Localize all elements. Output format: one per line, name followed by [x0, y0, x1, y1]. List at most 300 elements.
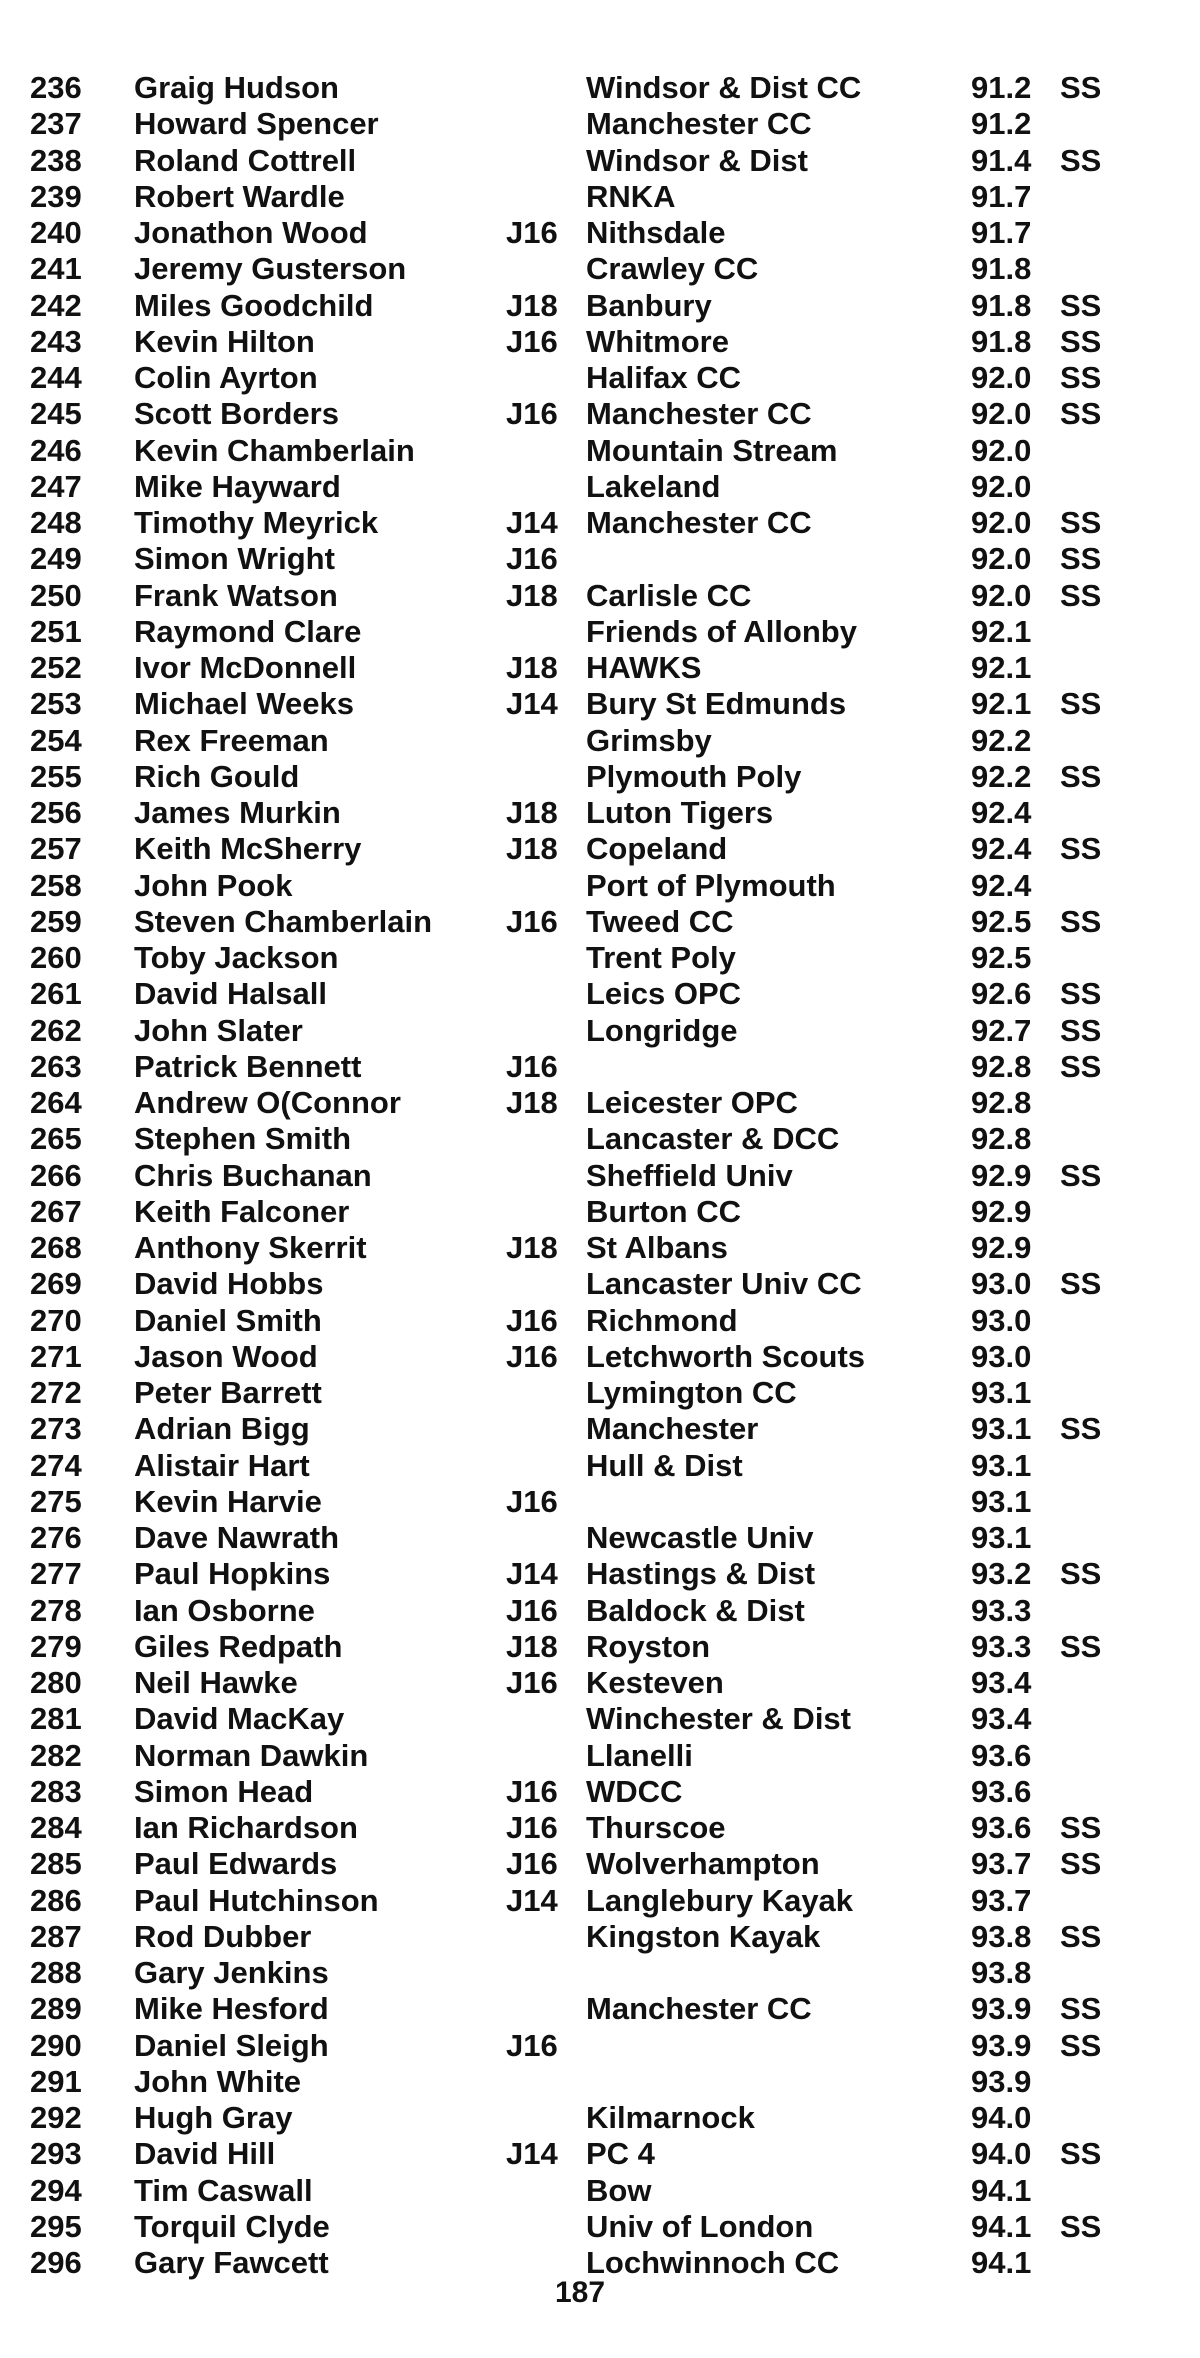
result-time: 92.0 — [971, 505, 1032, 540]
ss-marker: SS — [1060, 323, 1102, 359]
result-time: 94.1 — [971, 2245, 1032, 2280]
position-number: 256 — [30, 795, 82, 830]
position-number: 273 — [30, 1411, 82, 1447]
competitor-name: Daniel Sleigh — [134, 2027, 329, 2063]
position-number: 275 — [30, 1483, 82, 1519]
result-time: 92.4 — [971, 867, 1032, 903]
result-time: 92.4 — [971, 795, 1032, 830]
junior-category: J18 — [506, 1230, 558, 1265]
result-row — [0, 1665, 1200, 1701]
junior-category: J18 — [506, 650, 558, 685]
club-name: Lancaster Univ CC — [586, 1266, 862, 1302]
junior-category: J16 — [506, 1773, 558, 1809]
competitor-name: Keith Falconer — [134, 1193, 350, 1229]
result-row — [0, 1593, 1200, 1629]
competitor-name: Roland Cottrell — [134, 142, 357, 178]
position-number: 236 — [30, 70, 82, 105]
result-row — [0, 2100, 1200, 2136]
club-name: St Albans — [586, 1230, 728, 1265]
position-number: 239 — [30, 178, 82, 214]
competitor-name: John Slater — [134, 1012, 303, 1048]
junior-category: J14 — [506, 686, 558, 722]
position-number: 277 — [30, 1556, 82, 1592]
club-name: Friends of Allonby — [586, 613, 857, 649]
junior-category: J18 — [506, 795, 558, 830]
position-number: 294 — [30, 2172, 82, 2208]
competitor-name: Timothy Meyrick — [134, 505, 379, 540]
position-number: 263 — [30, 1048, 82, 1084]
result-row — [0, 614, 1200, 650]
result-row — [0, 578, 1200, 614]
club-name: Wolverhampton — [586, 1846, 820, 1882]
club-name: Leicester OPC — [586, 1085, 798, 1120]
junior-category: J14 — [506, 505, 558, 540]
club-name: Copeland — [586, 831, 728, 867]
position-number: 283 — [30, 1773, 82, 1809]
club-name: Univ of London — [586, 2208, 814, 2244]
competitor-name: Kevin Chamberlain — [134, 432, 415, 468]
club-name: Newcastle Univ — [586, 1520, 814, 1555]
result-row — [0, 940, 1200, 976]
competitor-name: Robert Wardle — [134, 178, 345, 214]
position-number: 285 — [30, 1846, 82, 1882]
result-row — [0, 650, 1200, 686]
junior-category: J16 — [506, 1302, 558, 1338]
result-row — [0, 433, 1200, 469]
position-number: 289 — [30, 1991, 82, 2027]
position-number: 286 — [30, 1882, 82, 1918]
ss-marker: SS — [1060, 758, 1102, 794]
competitor-name: Kevin Hilton — [134, 323, 315, 359]
competitor-name: Miles Goodchild — [134, 287, 374, 323]
result-time: 91.8 — [971, 287, 1032, 323]
result-time: 92.1 — [971, 650, 1032, 685]
ss-marker: SS — [1060, 577, 1102, 613]
result-row — [0, 868, 1200, 904]
result-row — [0, 1846, 1200, 1882]
result-time: 94.0 — [971, 2100, 1032, 2135]
result-time: 94.1 — [971, 2172, 1032, 2208]
result-time: 93.1 — [971, 1375, 1032, 1410]
club-name: Sheffield Univ — [586, 1157, 793, 1193]
result-time: 93.7 — [971, 1882, 1032, 1918]
result-row — [0, 143, 1200, 179]
result-time: 92.8 — [971, 1085, 1032, 1120]
competitor-name: David Hill — [134, 2136, 276, 2172]
position-number: 253 — [30, 686, 82, 722]
position-number: 238 — [30, 142, 82, 178]
position-number: 284 — [30, 1810, 82, 1845]
competitor-name: Rex Freeman — [134, 722, 329, 758]
competitor-name: Alistair Hart — [134, 1447, 310, 1483]
result-row — [0, 1266, 1200, 1302]
position-number: 292 — [30, 2100, 82, 2135]
club-name: Carlisle CC — [586, 577, 752, 613]
competitor-name: Colin Ayrton — [134, 360, 318, 395]
result-time: 92.2 — [971, 758, 1032, 794]
result-time: 93.0 — [971, 1302, 1032, 1338]
club-name: Lochwinnoch CC — [586, 2245, 840, 2280]
result-time: 92.1 — [971, 686, 1032, 722]
position-number: 295 — [30, 2208, 82, 2244]
competitor-name: Norman Dawkin — [134, 1737, 369, 1773]
result-row — [0, 1230, 1200, 1266]
junior-category: J16 — [506, 396, 558, 432]
result-row — [0, 1194, 1200, 1230]
result-row — [0, 469, 1200, 505]
result-row — [0, 1629, 1200, 1665]
ss-marker: SS — [1060, 1918, 1102, 1954]
club-name: Grimsby — [586, 722, 712, 758]
result-time: 93.6 — [971, 1737, 1032, 1773]
result-row — [0, 2173, 1200, 2209]
club-name: PC 4 — [586, 2136, 655, 2172]
club-name: Thurscoe — [586, 1810, 726, 1845]
result-row — [0, 1955, 1200, 1991]
competitor-name: Scott Borders — [134, 396, 339, 432]
junior-category: J18 — [506, 1085, 558, 1120]
club-name: Longridge — [586, 1012, 738, 1048]
competitor-name: Paul Edwards — [134, 1846, 338, 1882]
junior-category: J16 — [506, 1810, 558, 1845]
position-number: 264 — [30, 1085, 82, 1120]
position-number: 280 — [30, 1665, 82, 1700]
junior-category: J16 — [506, 541, 558, 577]
junior-category: J16 — [506, 1483, 558, 1519]
competitor-name: Ian Osborne — [134, 1592, 315, 1628]
competitor-name: Anthony Skerrit — [134, 1230, 367, 1265]
competitor-name: Gary Jenkins — [134, 1955, 329, 1990]
club-name: Richmond — [586, 1302, 738, 1338]
junior-category: J14 — [506, 1882, 558, 1918]
club-name: Hastings & Dist — [586, 1556, 816, 1592]
position-number: 242 — [30, 287, 82, 323]
result-row — [0, 1991, 1200, 2027]
competitor-name: Graig Hudson — [134, 70, 339, 105]
competitor-name: Keith McSherry — [134, 831, 362, 867]
position-number: 244 — [30, 360, 82, 395]
ss-marker: SS — [1060, 831, 1102, 867]
club-name: Lymington CC — [586, 1375, 797, 1410]
result-row — [0, 106, 1200, 142]
competitor-name: Paul Hopkins — [134, 1556, 331, 1592]
result-time: 93.0 — [971, 1266, 1032, 1302]
competitor-name: Simon Wright — [134, 541, 335, 577]
results-list — [0, 70, 1200, 2281]
club-name: Manchester CC — [586, 106, 812, 142]
result-row — [0, 396, 1200, 432]
position-number: 241 — [30, 251, 82, 287]
result-time: 93.1 — [971, 1411, 1032, 1447]
result-row — [0, 831, 1200, 867]
club-name: Trent Poly — [586, 940, 736, 975]
result-time: 92.0 — [971, 360, 1032, 395]
result-row — [0, 505, 1200, 541]
competitor-name: Andrew O(Connor — [134, 1085, 401, 1120]
result-row — [0, 976, 1200, 1012]
junior-category: J16 — [506, 1665, 558, 1700]
club-name: Nithsdale — [586, 215, 726, 250]
result-time: 93.8 — [971, 1918, 1032, 1954]
result-time: 92.7 — [971, 1012, 1032, 1048]
ss-marker: SS — [1060, 903, 1102, 939]
result-time: 93.2 — [971, 1556, 1032, 1592]
ss-marker: SS — [1060, 70, 1102, 105]
competitor-name: Mike Hesford — [134, 1991, 329, 2027]
club-name: Bury St Edmunds — [586, 686, 847, 722]
position-number: 266 — [30, 1157, 82, 1193]
result-row — [0, 251, 1200, 287]
result-row — [0, 541, 1200, 577]
result-time: 92.0 — [971, 541, 1032, 577]
result-row — [0, 1121, 1200, 1157]
result-time: 91.7 — [971, 215, 1032, 250]
club-name: Bow — [586, 2172, 652, 2208]
ss-marker: SS — [1060, 1048, 1102, 1084]
position-number: 291 — [30, 2063, 82, 2099]
result-time: 94.0 — [971, 2136, 1032, 2172]
position-number: 271 — [30, 1338, 82, 1374]
competitor-name: Toby Jackson — [134, 940, 339, 975]
club-name: Port of Plymouth — [586, 867, 836, 903]
competitor-name: Gary Fawcett — [134, 2245, 329, 2280]
position-number: 260 — [30, 940, 82, 975]
result-row — [0, 723, 1200, 759]
competitor-name: Jonathon Wood — [134, 215, 368, 250]
club-name: Mountain Stream — [586, 432, 838, 468]
club-name: Whitmore — [586, 323, 729, 359]
club-name: Manchester CC — [586, 396, 812, 432]
result-row — [0, 1158, 1200, 1194]
result-row — [0, 1810, 1200, 1846]
competitor-name: Stephen Smith — [134, 1121, 352, 1157]
competitor-name: Ivor McDonnell — [134, 650, 357, 685]
position-number: 290 — [30, 2027, 82, 2063]
ss-marker: SS — [1060, 396, 1102, 432]
club-name: Winchester & Dist — [586, 1701, 851, 1737]
ss-marker: SS — [1060, 2208, 1102, 2244]
result-row — [0, 1375, 1200, 1411]
competitor-name: Tim Caswall — [134, 2172, 313, 2208]
result-time: 92.0 — [971, 396, 1032, 432]
result-row — [0, 1049, 1200, 1085]
position-number: 293 — [30, 2136, 82, 2172]
result-time: 92.5 — [971, 940, 1032, 975]
result-time: 93.1 — [971, 1447, 1032, 1483]
result-row — [0, 904, 1200, 940]
result-row — [0, 179, 1200, 215]
club-name: Lancaster & DCC — [586, 1121, 840, 1157]
result-row — [0, 1774, 1200, 1810]
competitor-name: Paul Hutchinson — [134, 1882, 379, 1918]
result-time: 92.0 — [971, 432, 1032, 468]
competitor-name: John Pook — [134, 867, 293, 903]
result-row — [0, 288, 1200, 324]
result-row — [0, 759, 1200, 795]
position-number: 281 — [30, 1701, 82, 1737]
competitor-name: Frank Watson — [134, 577, 338, 613]
competitor-name: James Murkin — [134, 795, 341, 830]
ss-marker: SS — [1060, 1628, 1102, 1664]
club-name: Crawley CC — [586, 251, 759, 287]
ss-marker: SS — [1060, 2136, 1102, 2172]
junior-category: J16 — [506, 2027, 558, 2063]
competitor-name: Rod Dubber — [134, 1918, 312, 1954]
competitor-name: Simon Head — [134, 1773, 314, 1809]
position-number: 282 — [30, 1737, 82, 1773]
result-time: 92.2 — [971, 722, 1032, 758]
competitor-name: Raymond Clare — [134, 613, 362, 649]
competitor-name: Peter Barrett — [134, 1375, 322, 1410]
junior-category: J16 — [506, 1846, 558, 1882]
club-name: Kilmarnock — [586, 2100, 755, 2135]
position-number: 261 — [30, 976, 82, 1012]
result-row — [0, 2064, 1200, 2100]
competitor-name: Ian Richardson — [134, 1810, 358, 1845]
competitor-name: Chris Buchanan — [134, 1157, 372, 1193]
ss-marker: SS — [1060, 1556, 1102, 1592]
junior-category: J16 — [506, 903, 558, 939]
position-number: 269 — [30, 1266, 82, 1302]
junior-category: J18 — [506, 1628, 558, 1664]
result-time: 91.8 — [971, 251, 1032, 287]
result-row — [0, 795, 1200, 831]
club-name: Banbury — [586, 287, 712, 323]
position-number: 248 — [30, 505, 82, 540]
result-row — [0, 1411, 1200, 1447]
result-row — [0, 686, 1200, 722]
result-time: 91.4 — [971, 142, 1032, 178]
club-name: Manchester — [586, 1411, 759, 1447]
club-name: Lakeland — [586, 468, 721, 504]
result-row — [0, 2209, 1200, 2245]
club-name: Halifax CC — [586, 360, 742, 395]
result-time: 92.1 — [971, 613, 1032, 649]
result-time: 91.2 — [971, 70, 1032, 105]
position-number: 278 — [30, 1592, 82, 1628]
competitor-name: David Halsall — [134, 976, 327, 1012]
result-time: 93.4 — [971, 1665, 1032, 1700]
club-name: Manchester CC — [586, 1991, 812, 2027]
result-row — [0, 70, 1200, 106]
result-time: 92.4 — [971, 831, 1032, 867]
junior-category: J14 — [506, 1556, 558, 1592]
result-time: 93.3 — [971, 1628, 1032, 1664]
club-name: Windsor & Dist — [586, 142, 808, 178]
competitor-name: Steven Chamberlain — [134, 903, 433, 939]
club-name: Leics OPC — [586, 976, 742, 1012]
result-time: 93.7 — [971, 1846, 1032, 1882]
competitor-name: Michael Weeks — [134, 686, 354, 722]
junior-category: J18 — [506, 831, 558, 867]
club-name: Letchworth Scouts — [586, 1338, 866, 1374]
result-time: 92.9 — [971, 1230, 1032, 1265]
competitor-name: Jason Wood — [134, 1338, 318, 1374]
position-number: 240 — [30, 215, 82, 250]
junior-category: J16 — [506, 1338, 558, 1374]
position-number: 279 — [30, 1628, 82, 1664]
result-time: 94.1 — [971, 2208, 1032, 2244]
ss-marker: SS — [1060, 505, 1102, 540]
result-time: 92.8 — [971, 1121, 1032, 1157]
result-row — [0, 1883, 1200, 1919]
club-name: Plymouth Poly — [586, 758, 802, 794]
position-number: 268 — [30, 1230, 82, 1265]
competitor-name: Hugh Gray — [134, 2100, 293, 2135]
result-row — [0, 1013, 1200, 1049]
club-name: Windsor & Dist CC — [586, 70, 862, 105]
result-row — [0, 2136, 1200, 2172]
result-time: 92.9 — [971, 1157, 1032, 1193]
competitor-name: Rich Gould — [134, 758, 300, 794]
ss-marker: SS — [1060, 2027, 1102, 2063]
result-row — [0, 2028, 1200, 2064]
ss-marker: SS — [1060, 1810, 1102, 1845]
ss-marker: SS — [1060, 976, 1102, 1012]
result-time: 93.9 — [971, 2063, 1032, 2099]
club-name: RNKA — [586, 178, 676, 214]
position-number: 254 — [30, 722, 82, 758]
junior-category: J16 — [506, 323, 558, 359]
competitor-name: John White — [134, 2063, 302, 2099]
position-number: 246 — [30, 432, 82, 468]
position-number: 259 — [30, 903, 82, 939]
ss-marker: SS — [1060, 360, 1102, 395]
result-row — [0, 1484, 1200, 1520]
competitor-name: Torquil Clyde — [134, 2208, 330, 2244]
result-time: 93.6 — [971, 1773, 1032, 1809]
result-time: 93.8 — [971, 1955, 1032, 1990]
position-number: 267 — [30, 1193, 82, 1229]
club-name: Manchester CC — [586, 505, 812, 540]
result-time: 93.6 — [971, 1810, 1032, 1845]
position-number: 262 — [30, 1012, 82, 1048]
competitor-name: Jeremy Gusterson — [134, 251, 407, 287]
result-time: 91.2 — [971, 106, 1032, 142]
page-number-text: 187 — [554, 2276, 606, 2309]
competitor-name: Patrick Bennett — [134, 1048, 362, 1084]
competitor-name: Mike Hayward — [134, 468, 341, 504]
result-row — [0, 1919, 1200, 1955]
competitor-name: Howard Spencer — [134, 106, 379, 142]
position-number: 288 — [30, 1955, 82, 1990]
position-number: 255 — [30, 758, 82, 794]
result-row — [0, 1701, 1200, 1737]
club-name: Luton Tigers — [586, 795, 774, 830]
position-number: 249 — [30, 541, 82, 577]
junior-category: J18 — [506, 287, 558, 323]
result-row — [0, 1085, 1200, 1121]
club-name: Royston — [586, 1628, 710, 1664]
position-number: 237 — [30, 106, 82, 142]
club-name: Baldock & Dist — [586, 1592, 805, 1628]
position-number: 274 — [30, 1447, 82, 1483]
club-name: HAWKS — [586, 650, 702, 685]
ss-marker: SS — [1060, 1991, 1102, 2027]
result-row — [0, 1303, 1200, 1339]
result-time: 92.0 — [971, 577, 1032, 613]
competitor-name: David Hobbs — [134, 1266, 324, 1302]
result-row — [0, 1738, 1200, 1774]
result-time: 93.1 — [971, 1520, 1032, 1555]
result-time: 93.4 — [971, 1701, 1032, 1737]
result-time: 92.0 — [971, 468, 1032, 504]
competitor-name: David MacKay — [134, 1701, 345, 1737]
club-name: Hull & Dist — [586, 1447, 743, 1483]
competitor-name: Neil Hawke — [134, 1665, 298, 1700]
competitor-name: Giles Redpath — [134, 1628, 343, 1664]
result-time: 91.7 — [971, 178, 1032, 214]
